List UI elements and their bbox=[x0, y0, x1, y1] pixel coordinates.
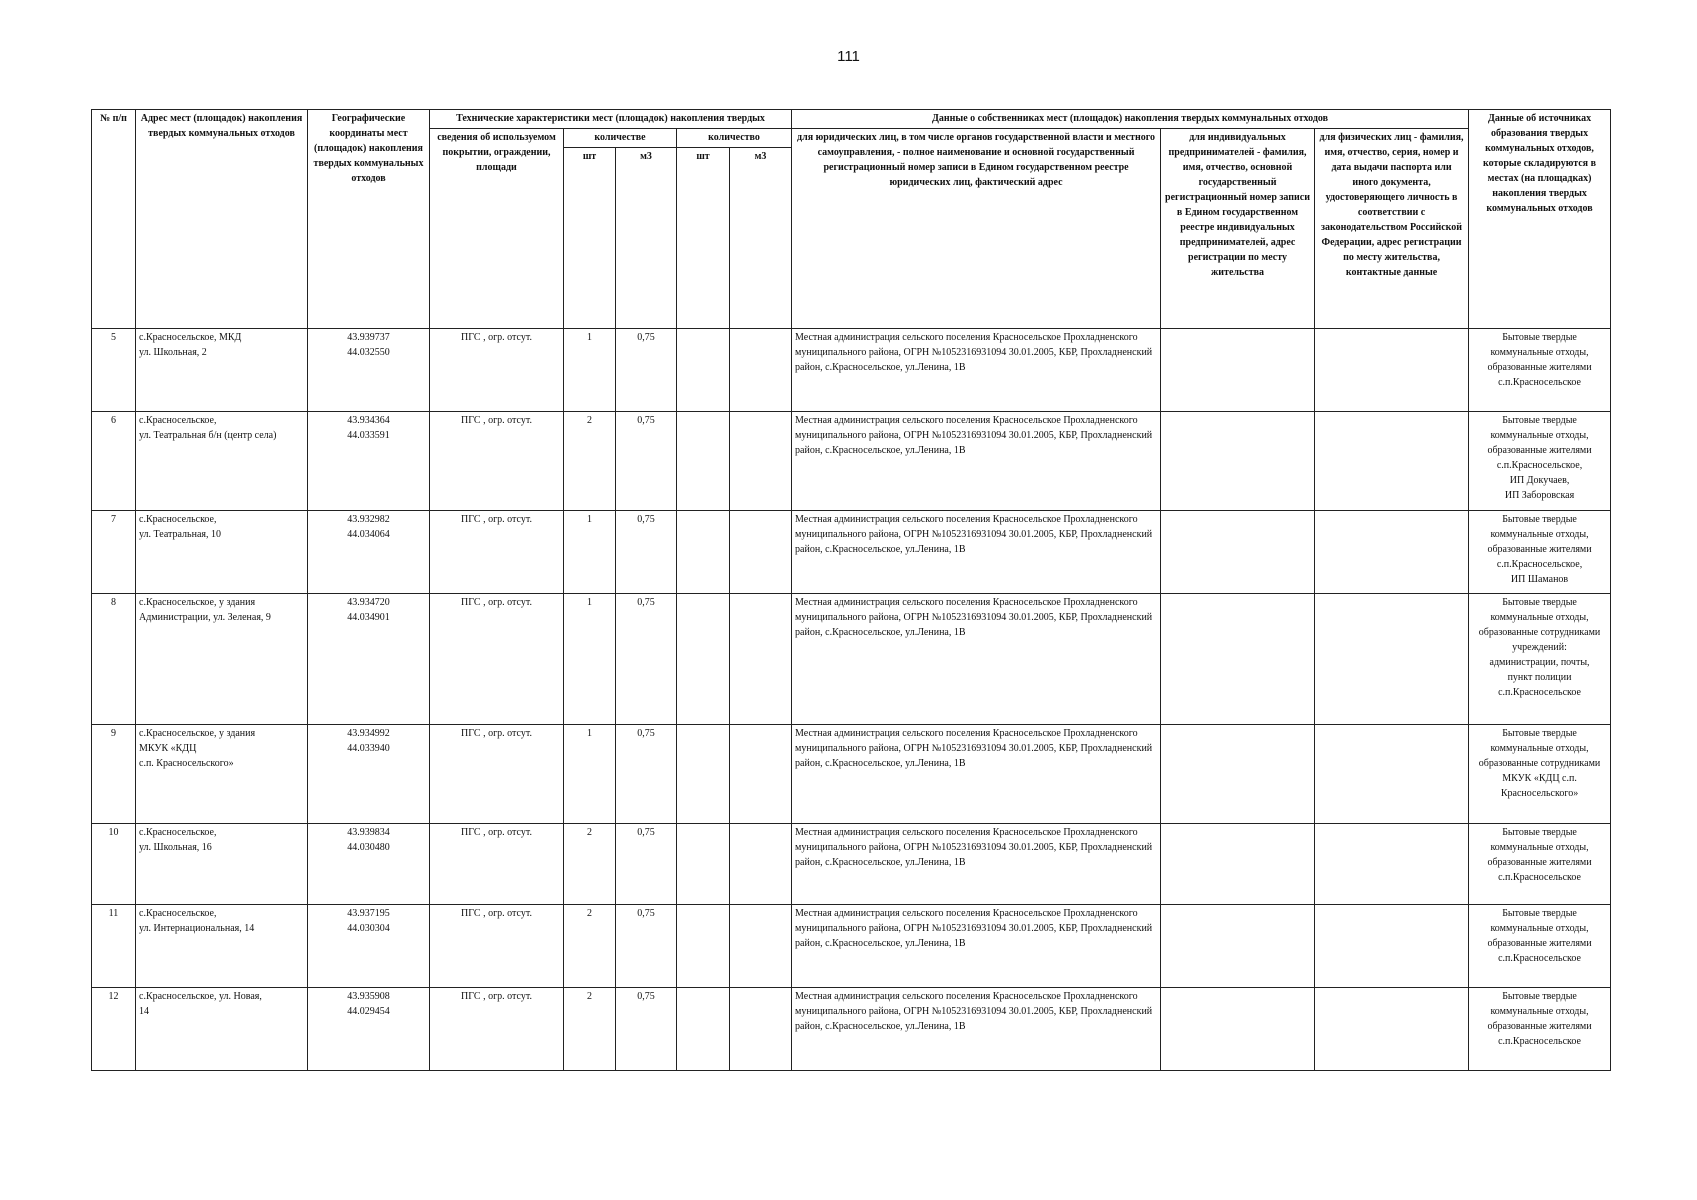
cell-owner-phys bbox=[1315, 905, 1469, 988]
cell-owner-ip bbox=[1161, 329, 1315, 412]
cell-qty: 1 bbox=[564, 594, 616, 725]
header-tech-surface: сведения об используемом покрытии, ограждении, площади bbox=[430, 129, 564, 329]
cell-num: 10 bbox=[92, 824, 136, 905]
cell-coords: 43.937195 44.030304 bbox=[308, 905, 430, 988]
cell-owner-ip bbox=[1161, 988, 1315, 1071]
cell-planned-volume bbox=[730, 329, 792, 412]
cell-planned-qty bbox=[677, 511, 730, 594]
cell-qty: 2 bbox=[564, 412, 616, 511]
header-unit-sht-2: шт bbox=[677, 148, 730, 329]
cell-qty: 1 bbox=[564, 329, 616, 412]
cell-num: 7 bbox=[92, 511, 136, 594]
cell-planned-volume bbox=[730, 511, 792, 594]
cell-owner-ip bbox=[1161, 594, 1315, 725]
cell-sources: Бытовые твердые коммунальные отходы, образованные жителями с.п.Красносельское bbox=[1469, 988, 1611, 1071]
header-coords: Географические координаты мест (площадок) накопления твердых коммунальных отходов bbox=[308, 110, 430, 329]
cell-owner-legal: Местная администрация сельского поселения Красносельское Прохладненского муниципального района, ОГРН №1052316931094 30.01.2005, КБР, Прохладненский район, с.Красносельское, ул.Ленина, 1В bbox=[792, 824, 1161, 905]
cell-surface: ПГС , огр. отсут. bbox=[430, 594, 564, 725]
cell-coords: 43.934992 44.033940 bbox=[308, 725, 430, 824]
cell-address: с.Красносельское, ул. Театральная б/н (центр села) bbox=[136, 412, 308, 511]
table-row bbox=[92, 329, 1611, 412]
header-owners-legal: для юридических лиц, в том числе органов государственной власти и местного самоуправления, - полное наименование и основной государственный регистрационный номер записи в Едином государственном реестре юридических лиц, фактический адрес bbox=[792, 129, 1161, 329]
cell-address: с.Красносельское, у здания Администрации, ул. Зеленая, 9 bbox=[136, 594, 308, 725]
cell-sources: Бытовые твердые коммунальные отходы, образованные сотрудниками учреждений: администрации, почты, пункт полиции с.п.Красносельское bbox=[1469, 594, 1611, 725]
cell-num: 6 bbox=[92, 412, 136, 511]
cell-owner-phys bbox=[1315, 725, 1469, 824]
cell-address: с.Красносельское, у здания МКУК «КДЦ с.п. Красносельского» bbox=[136, 725, 308, 824]
cell-num: 9 bbox=[92, 725, 136, 824]
table-row bbox=[92, 905, 1611, 988]
cell-volume: 0,75 bbox=[616, 511, 677, 594]
cell-surface: ПГС , огр. отсут. bbox=[430, 329, 564, 412]
cell-planned-qty bbox=[677, 905, 730, 988]
cell-owner-phys bbox=[1315, 988, 1469, 1071]
cell-owner-legal: Местная администрация сельского поселения Красносельское Прохладненского муниципального района, ОГРН №1052316931094 30.01.2005, КБР, Прохладненский район, с.Красносельское, ул.Ленина, 1В bbox=[792, 988, 1161, 1071]
cell-coords: 43.935908 44.029454 bbox=[308, 988, 430, 1071]
cell-planned-qty bbox=[677, 824, 730, 905]
header-address: Адрес мест (площадок) накопления твердых коммунальных отходов bbox=[136, 110, 308, 329]
cell-coords: 43.934364 44.033591 bbox=[308, 412, 430, 511]
cell-address: с.Красносельское, ул. Театральная, 10 bbox=[136, 511, 308, 594]
header-owners-ip: для индивидуальных предпринимателей - фамилия, имя, отчество, основной государственный регистрационный номер записи в Едином государственном реестре индивидуальных предпринимателей, адрес регистрации по месту жительства bbox=[1161, 129, 1315, 329]
cell-owner-legal: Местная администрация сельского поселения Красносельское Прохладненского муниципального района, ОГРН №1052316931094 30.01.2005, КБР, Прохладненский район, с.Красносельское, ул.Ленина, 1В bbox=[792, 329, 1161, 412]
cell-planned-qty bbox=[677, 594, 730, 725]
cell-owner-ip bbox=[1161, 725, 1315, 824]
table-row bbox=[92, 412, 1611, 511]
page-number: 111 bbox=[837, 48, 860, 65]
cell-num: 11 bbox=[92, 905, 136, 988]
header-tech-qty-planned bbox=[677, 129, 792, 148]
cell-surface: ПГС , огр. отсут. bbox=[430, 412, 564, 511]
cell-coords: 43.932982 44.034064 bbox=[308, 511, 430, 594]
header-sources: Данные об источниках образования твердых коммунальных отходов, которые складируются в местах (на площадках) накопления твердых коммунальных отходов bbox=[1469, 110, 1611, 329]
cell-sources: Бытовые твердые коммунальные отходы, образованные жителями с.п.Красносельское, ИП Шаманов bbox=[1469, 511, 1611, 594]
cell-sources: Бытовые твердые коммунальные отходы, образованные сотрудниками МКУК «КДЦ с.п. Красносельского» bbox=[1469, 725, 1611, 824]
cell-planned-volume bbox=[730, 824, 792, 905]
header-tech-qty-placed bbox=[564, 129, 677, 148]
cell-address: с.Красносельское, ул. Школьная, 16 bbox=[136, 824, 308, 905]
cell-address: с.Красносельское, ул. Интернациональная, 14 bbox=[136, 905, 308, 988]
cell-num: 12 bbox=[92, 988, 136, 1071]
table-row bbox=[92, 725, 1611, 824]
cell-num: 8 bbox=[92, 594, 136, 725]
cell-owner-ip bbox=[1161, 905, 1315, 988]
cell-surface: ПГС , огр. отсут. bbox=[430, 905, 564, 988]
table-row bbox=[92, 988, 1611, 1071]
cell-coords: 43.939834 44.030480 bbox=[308, 824, 430, 905]
cell-qty: 2 bbox=[564, 824, 616, 905]
cell-planned-volume bbox=[730, 594, 792, 725]
cell-address: с.Красносельское, ул. Новая, 14 bbox=[136, 988, 308, 1071]
cell-owner-legal: Местная администрация сельского поселения Красносельское Прохладненского муниципального района, ОГРН №1052316931094 30.01.2005, КБР, Прохладненский район, с.Красносельское, ул.Ленина, 1В bbox=[792, 725, 1161, 824]
cell-planned-qty bbox=[677, 725, 730, 824]
cell-num: 5 bbox=[92, 329, 136, 412]
header-unit-sht-1: шт bbox=[564, 148, 616, 329]
header-unit-m3-1: м3 bbox=[616, 148, 677, 329]
header-tech-text: Технические характеристики мест (площадок) накопления твердых bbox=[456, 113, 765, 124]
cell-address: с.Красносельское, МКД ул. Школьная, 2 bbox=[136, 329, 308, 412]
cell-qty: 2 bbox=[564, 905, 616, 988]
registry-table bbox=[91, 109, 1611, 1071]
header-num: № п/п bbox=[92, 110, 136, 329]
cell-sources: Бытовые твердые коммунальные отходы, образованные жителями с.п.Красносельское, ИП Докучаев, ИП Заборовская bbox=[1469, 412, 1611, 511]
cell-owner-ip bbox=[1161, 412, 1315, 511]
cell-owner-phys bbox=[1315, 594, 1469, 725]
cell-owner-legal: Местная администрация сельского поселения Красносельское Прохладненского муниципального района, ОГРН №1052316931094 30.01.2005, КБР, Прохладненский район, с.Красносельское, ул.Ленина, 1В bbox=[792, 412, 1161, 511]
header-owners-phys: для физических лиц - фамилия, имя, отчество, серия, номер и дата выдачи паспорта или иного документа, удостоверяющего личность в соответствии с законодательством Российской Федерации, адрес регистрации по месту жительства, контактные данные bbox=[1315, 129, 1469, 329]
cell-owner-phys bbox=[1315, 511, 1469, 594]
header-unit-m3-2: м3 bbox=[730, 148, 792, 329]
cell-owner-legal: Местная администрация сельского поселения Красносельское Прохладненского муниципального района, ОГРН №1052316931094 30.01.2005, КБР, Прохладненский район, с.Красносельское, ул.Ленина, 1В bbox=[792, 594, 1161, 725]
cell-coords: 43.934720 44.034901 bbox=[308, 594, 430, 725]
cell-planned-qty bbox=[677, 329, 730, 412]
cell-volume: 0,75 bbox=[616, 905, 677, 988]
cell-qty: 1 bbox=[564, 725, 616, 824]
header-tech-qty-planned-text: количество bbox=[708, 132, 760, 143]
cell-coords: 43.939737 44.032550 bbox=[308, 329, 430, 412]
cell-planned-volume bbox=[730, 725, 792, 824]
cell-owner-ip bbox=[1161, 511, 1315, 594]
cell-surface: ПГС , огр. отсут. bbox=[430, 725, 564, 824]
cell-volume: 0,75 bbox=[616, 412, 677, 511]
cell-sources: Бытовые твердые коммунальные отходы, образованные жителями с.п.Красносельское bbox=[1469, 905, 1611, 988]
cell-surface: ПГС , огр. отсут. bbox=[430, 988, 564, 1071]
table-row bbox=[92, 511, 1611, 594]
header-owners: Данные о собственниках мест (площадок) накопления твердых коммунальных отходов bbox=[792, 110, 1469, 129]
cell-volume: 0,75 bbox=[616, 725, 677, 824]
cell-sources: Бытовые твердые коммунальные отходы, образованные жителями с.п.Красносельское bbox=[1469, 329, 1611, 412]
cell-planned-qty bbox=[677, 988, 730, 1071]
cell-volume: 0,75 bbox=[616, 329, 677, 412]
table-row bbox=[92, 824, 1611, 905]
cell-planned-volume bbox=[730, 905, 792, 988]
cell-owner-phys bbox=[1315, 412, 1469, 511]
cell-planned-volume bbox=[730, 412, 792, 511]
cell-volume: 0,75 bbox=[616, 824, 677, 905]
cell-owner-phys bbox=[1315, 824, 1469, 905]
header-tech bbox=[430, 110, 792, 129]
cell-owner-ip bbox=[1161, 824, 1315, 905]
cell-qty: 1 bbox=[564, 511, 616, 594]
cell-volume: 0,75 bbox=[616, 988, 677, 1071]
cell-surface: ПГС , огр. отсут. bbox=[430, 511, 564, 594]
cell-owner-legal: Местная администрация сельского поселения Красносельское Прохладненского муниципального района, ОГРН №1052316931094 30.01.2005, КБР, Прохладненский район, с.Красносельское, ул.Ленина, 1В bbox=[792, 905, 1161, 988]
cell-volume: 0,75 bbox=[616, 594, 677, 725]
cell-qty: 2 bbox=[564, 988, 616, 1071]
cell-owner-phys bbox=[1315, 329, 1469, 412]
cell-planned-qty bbox=[677, 412, 730, 511]
table-row bbox=[92, 594, 1611, 725]
cell-owner-legal: Местная администрация сельского поселения Красносельское Прохладненского муниципального района, ОГРН №1052316931094 30.01.2005, КБР, Прохладненский район, с.Красносельское, ул.Ленина, 1В bbox=[792, 511, 1161, 594]
header-tech-qty-placed-text: количестве bbox=[594, 132, 646, 143]
cell-sources: Бытовые твердые коммунальные отходы, образованные жителями с.п.Красносельское bbox=[1469, 824, 1611, 905]
cell-planned-volume bbox=[730, 988, 792, 1071]
cell-surface: ПГС , огр. отсут. bbox=[430, 824, 564, 905]
